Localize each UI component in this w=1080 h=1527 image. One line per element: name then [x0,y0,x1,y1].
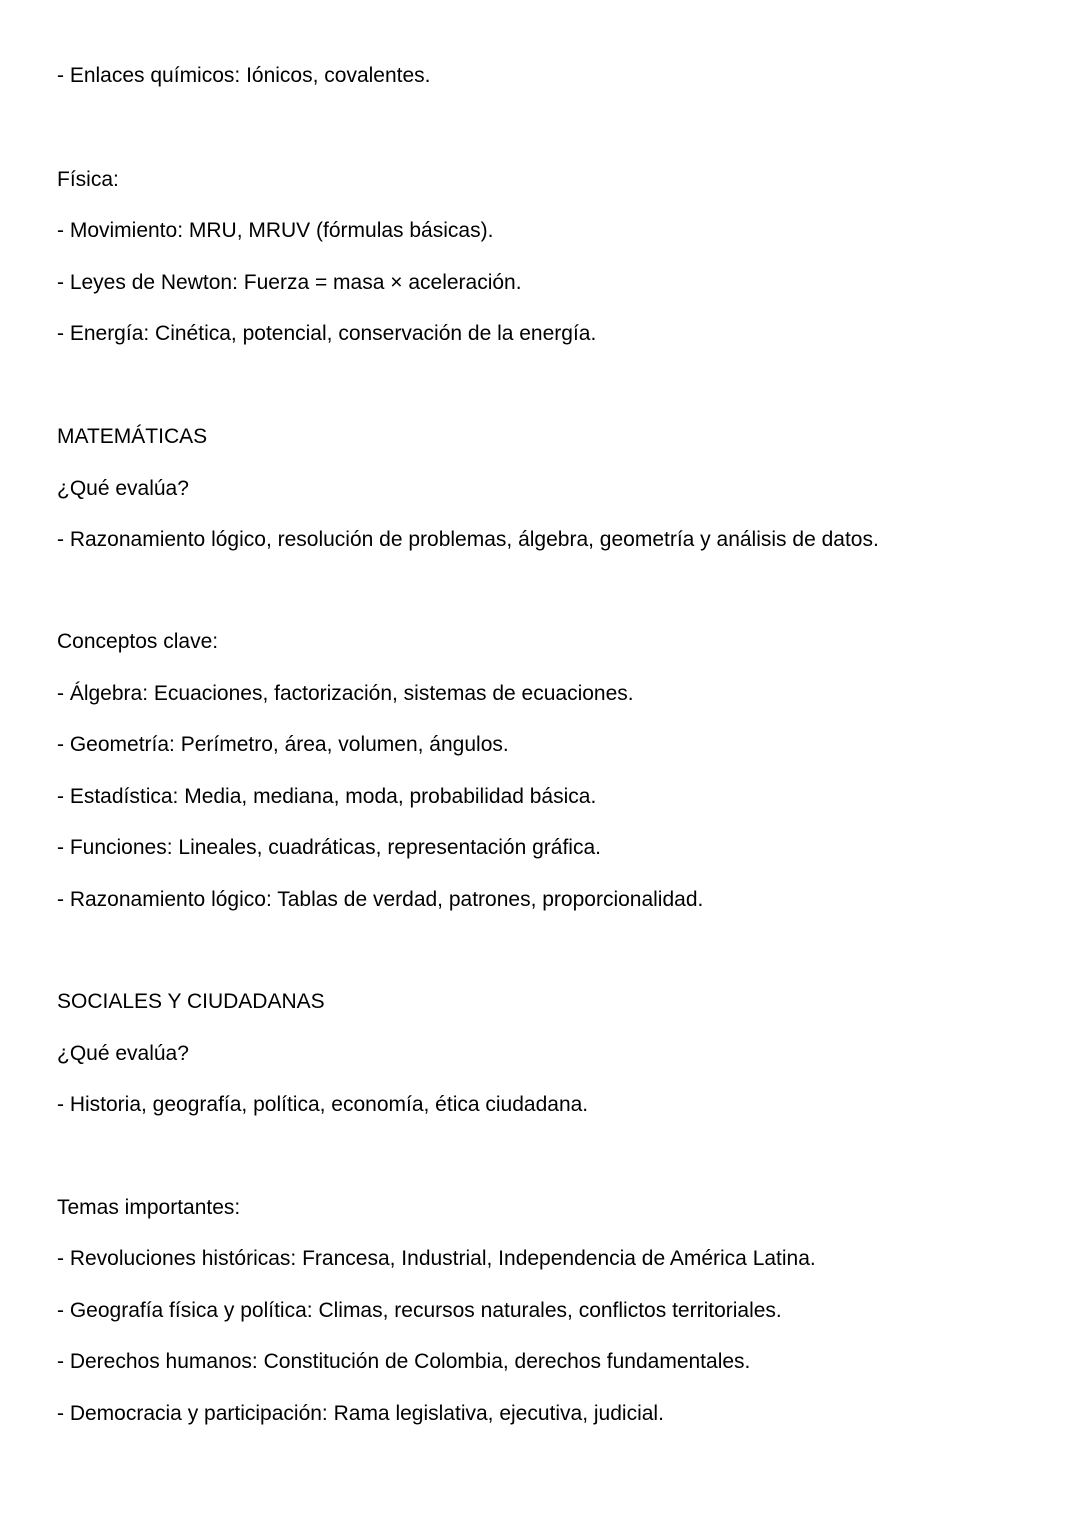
bullet-funciones: - Funciones: Lineales, cuadráticas, representación gráfica. [57,836,601,859]
bullet-geometria: - Geometría: Perímetro, área, volumen, ángulos. [57,733,509,756]
bullet-energia: - Energía: Cinética, potencial, conservación de la energía. [57,322,597,345]
bullet-democracia: - Democracia y participación: Rama legislativa, ejecutiva, judicial. [57,1402,664,1425]
bullet-derechos-humanos: - Derechos humanos: Constitución de Colombia, derechos fundamentales. [57,1350,751,1373]
bullet-enlaces-quimicos: - Enlaces químicos: Iónicos, covalentes. [57,64,431,87]
subheading-temas-importantes: Temas importantes: [57,1196,241,1219]
bullet-revoluciones: - Revoluciones históricas: Francesa, Industrial, Independencia de América Latina. [57,1247,816,1270]
bullet-movimiento: - Movimiento: MRU, MRUV (fórmulas básicas). [57,219,494,242]
bullet-leyes-newton: - Leyes de Newton: Fuerza = masa × aceleración. [57,271,522,294]
bullet-razonamiento: - Razonamiento lógico, resolución de problemas, álgebra, geometría y análisis de datos. [57,528,879,551]
subheading-que-evalua: ¿Qué evalúa? [57,477,189,500]
bullet-algebra: - Álgebra: Ecuaciones, factorización, sistemas de ecuaciones. [57,682,634,705]
document-page [57,0,1057,1527]
subheading-que-evalua-2: ¿Qué evalúa? [57,1042,189,1065]
bullet-razonamiento-logico: - Razonamiento lógico: Tablas de verdad, patrones, proporcionalidad. [57,888,704,911]
section-heading-fisica: Física: [57,168,119,191]
section-heading-matematicas: MATEMÁTICAS [57,425,208,448]
subheading-conceptos-clave: Conceptos clave: [57,630,219,653]
bullet-estadistica: - Estadística: Media, mediana, moda, probabilidad básica. [57,785,597,808]
bullet-historia: - Historia, geografía, política, economía, ética ciudadana. [57,1093,589,1116]
bullet-geografia-fisica: - Geografía física y política: Climas, recursos naturales, conflictos territoriales. [57,1299,782,1322]
section-heading-sociales: SOCIALES Y CIUDADANAS [57,990,325,1013]
